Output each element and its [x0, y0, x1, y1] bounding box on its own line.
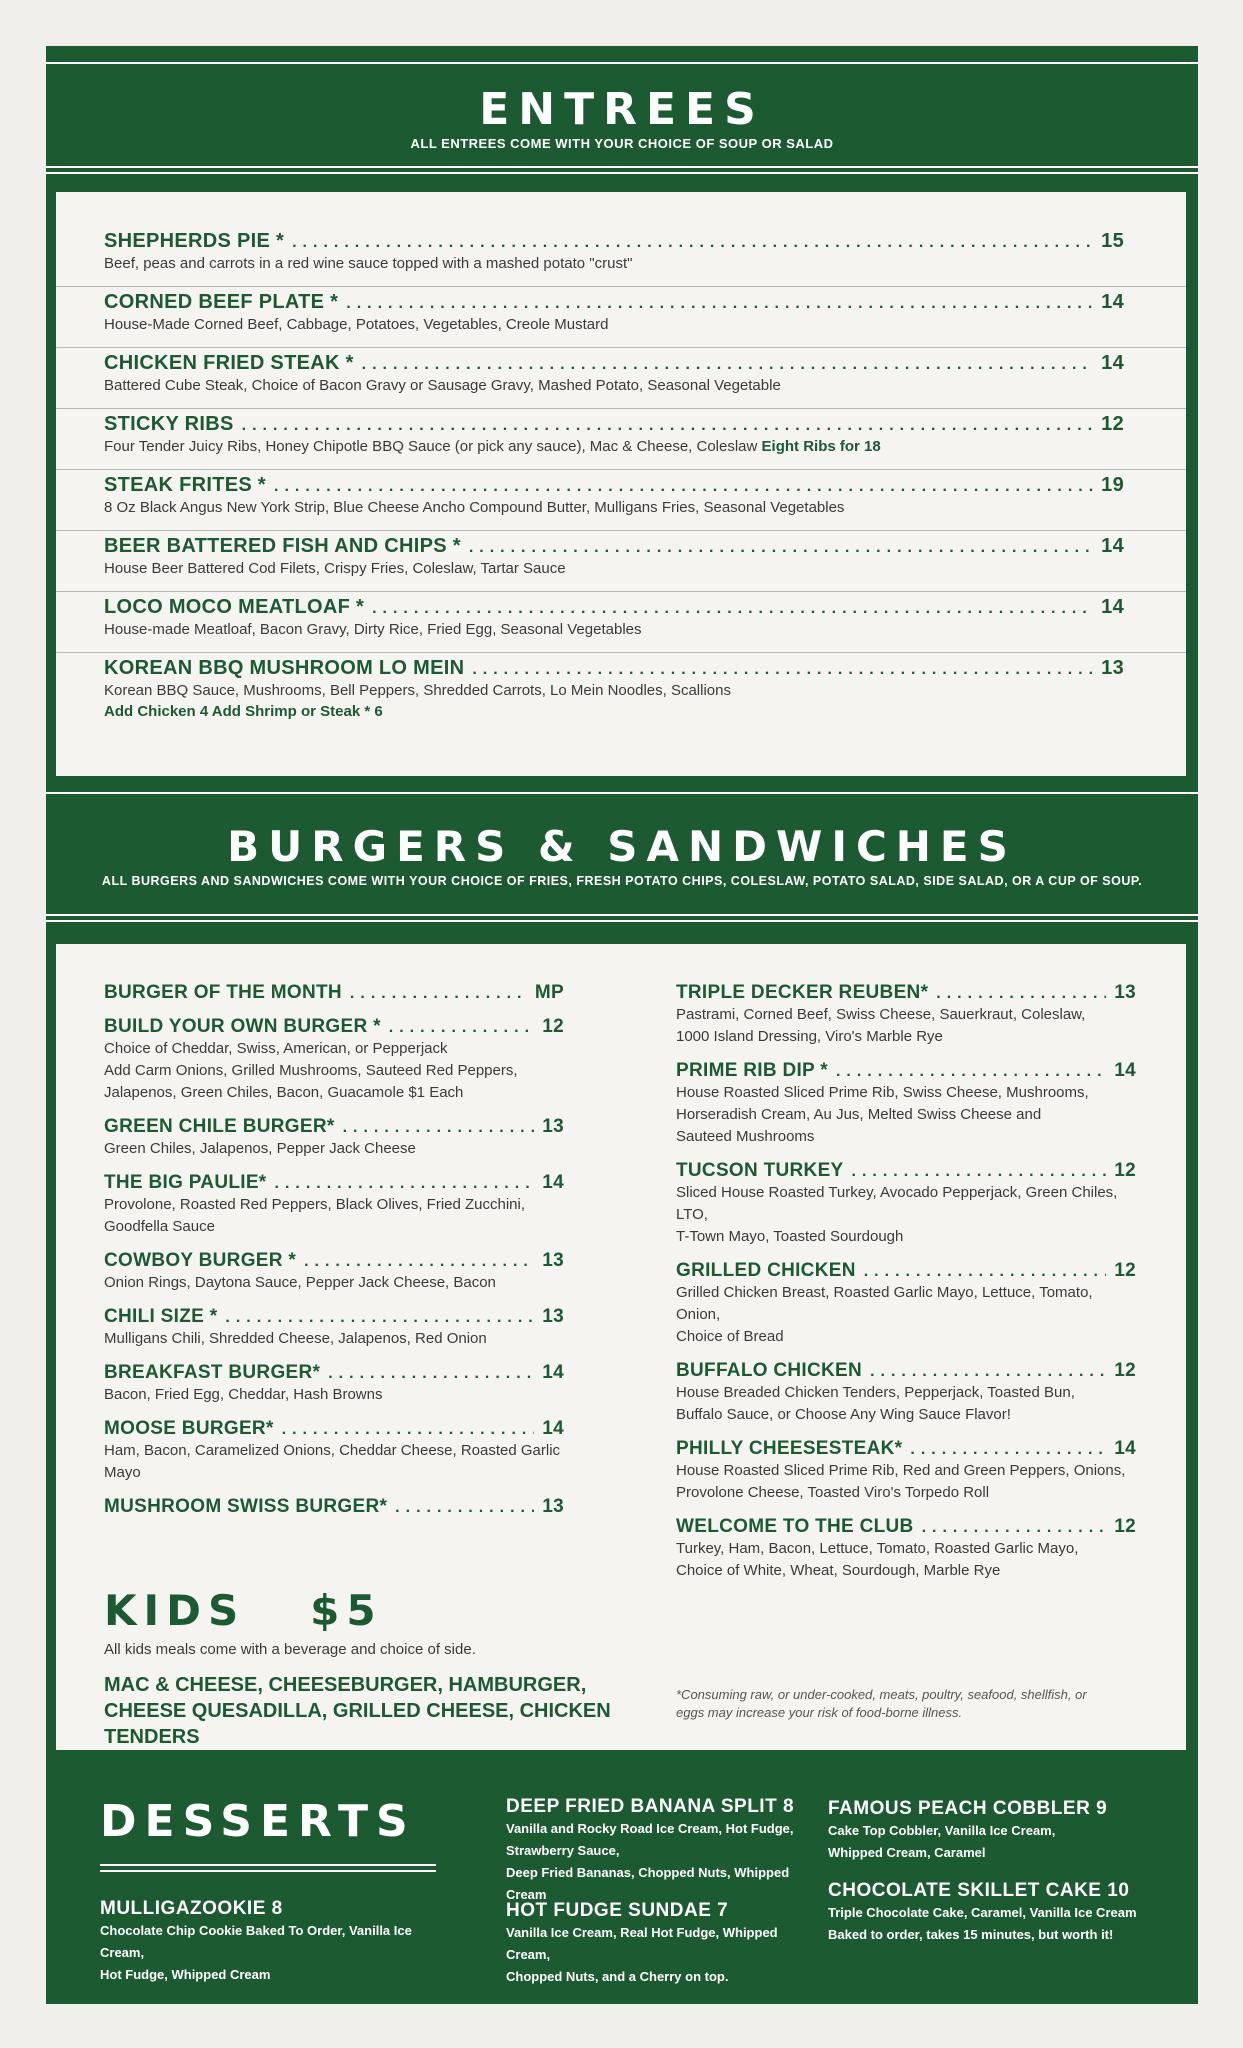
item-price: 14	[1114, 1438, 1136, 1459]
sandwich-item	[676, 1160, 1136, 1248]
item-desc	[104, 619, 1124, 640]
leader-dots	[343, 1119, 535, 1137]
item-extra: Eight Ribs for 18	[761, 438, 881, 455]
item-name: THE BIG PAULIE*	[104, 1172, 267, 1193]
item-name-row	[676, 1360, 1136, 1382]
item-desc: Onion Rings, Daytona Sauce, Pepper Jack Cheese, Bacon	[104, 1274, 496, 1291]
burgers-top-rule	[46, 792, 1198, 794]
sandwich-item	[104, 1172, 564, 1238]
dessert-name: HOT FUDGE SUNDAE 7	[506, 1900, 729, 1921]
item-price: 13	[542, 1250, 564, 1271]
item-desc-text: Beef, peas and carrots in a red wine sauce topped with a mashed potato "crust"	[104, 255, 633, 272]
leader-dots	[350, 985, 527, 1003]
item-name: BURGER OF THE MONTH	[104, 982, 342, 1003]
burgers-rule-2	[46, 920, 1198, 922]
item-name-row	[104, 291, 1124, 314]
item-name-row	[676, 1516, 1136, 1538]
leader-dots	[225, 1309, 534, 1327]
leader-dots	[836, 1063, 1106, 1081]
item-name-row	[104, 1172, 564, 1194]
dessert-desc: Chocolate Chip Cookie Baked To Order, Vanilla Ice Cream, Hot Fudge, Whipped Cream	[100, 1923, 412, 1982]
item-name: PHILLY CHEESESTEAK*	[676, 1438, 903, 1459]
entree-item	[104, 535, 1124, 579]
item-name: SHEPHERDS PIE *	[104, 230, 285, 252]
item-desc: Sliced House Roasted Turkey, Avocado Pepperjack, Green Chiles, LTO, T-Town Mayo, Toasted Sourdough	[676, 1184, 1118, 1245]
burgers-title: BURGERS & SANDWICHES	[227, 822, 1017, 871]
item-name-row	[104, 1016, 564, 1038]
item-name-row	[104, 1496, 564, 1518]
item-name-row	[104, 352, 1124, 375]
item-desc: Mulligans Chili, Shredded Cheese, Jalapenos, Red Onion	[104, 1330, 487, 1347]
kids-list	[104, 1672, 624, 1750]
item-desc	[104, 497, 1124, 518]
item-desc-text: Battered Cube Steak, Choice of Bacon Gravy or Sausage Gravy, Mashed Potato, Seasonal Vegetable	[104, 377, 781, 394]
item-desc: Turkey, Ham, Bacon, Lettuce, Tomato, Roasted Garlic Mayo, Choice of White, Wheat, Sourdough, Marble Rye	[676, 1540, 1079, 1579]
dessert-item	[828, 1798, 1168, 1864]
dessert-desc: Vanilla and Rocky Road Ice Cream, Hot Fudge, Strawberry Sauce, Deep Fried Bananas, Chopped Nuts, Whipped Cream	[506, 1821, 794, 1902]
desserts-title: DESSERTS	[100, 1796, 416, 1847]
sandwich-item	[104, 1496, 564, 1518]
item-price: 13	[1114, 982, 1136, 1003]
item-price: 12	[1101, 413, 1124, 435]
item-desc-text: 8 Oz Black Angus New York Strip, Blue Cheese Ancho Compound Butter, Mulligans Fries, Seasonal Vegetables	[104, 499, 845, 516]
item-name-row	[676, 1060, 1136, 1082]
item-name: GRILLED CHICKEN	[676, 1260, 856, 1281]
entrees-header	[46, 86, 1198, 156]
item-name: MUSHROOM SWISS BURGER*	[104, 1496, 388, 1517]
leader-dots	[274, 478, 1093, 496]
item-name-row	[104, 1250, 564, 1272]
entree-divider	[56, 469, 1186, 470]
item-desc: Provolone, Roasted Red Peppers, Black Olives, Fried Zucchini, Goodfella Sauce	[104, 1196, 526, 1235]
dessert-desc: Cake Top Cobbler, Vanilla Ice Cream, Whipped Cream, Caramel	[828, 1823, 1056, 1860]
leader-dots	[389, 1019, 534, 1037]
leader-dots	[275, 1175, 535, 1193]
sandwich-item	[676, 1438, 1136, 1504]
item-name: TUCSON TURKEY	[676, 1160, 844, 1181]
entree-item	[104, 230, 1124, 274]
item-name-row	[104, 1362, 564, 1384]
item-name: BEER BATTERED FISH AND CHIPS *	[104, 535, 461, 557]
item-desc: Grilled Chicken Breast, Roasted Garlic Mayo, Lettuce, Tomato, Onion, Choice of Bread	[676, 1284, 1093, 1345]
item-price: 13	[542, 1496, 564, 1517]
item-name-row	[104, 535, 1124, 558]
leader-dots	[852, 1163, 1107, 1181]
item-name: CHICKEN FRIED STEAK *	[104, 352, 354, 374]
dessert-item	[506, 1900, 806, 1988]
item-price: 14	[542, 1418, 564, 1439]
leader-dots	[469, 539, 1093, 557]
item-name: WELCOME TO THE CLUB	[676, 1516, 914, 1537]
leader-dots	[870, 1363, 1106, 1381]
item-desc	[104, 253, 1124, 274]
entree-divider	[56, 652, 1186, 653]
item-addon: Add Chicken 4 Add Shrimp or Steak * 6	[104, 703, 383, 720]
item-desc-text: House-Made Corned Beef, Cabbage, Potatoes, Vegetables, Creole Mustard	[104, 316, 609, 333]
leader-dots	[292, 234, 1093, 252]
sandwich-item	[676, 1516, 1136, 1582]
dessert-item	[828, 1880, 1168, 1946]
kids-list-line-1: MAC & CHEESE, CHEESEBURGER, HAMBURGER,	[104, 1674, 587, 1696]
leader-dots	[372, 600, 1093, 618]
dessert-name: MULLIGAZOOKIE 8	[100, 1898, 283, 1919]
item-name: KOREAN BBQ MUSHROOM LO MEIN	[104, 657, 465, 679]
sandwich-item	[104, 1362, 564, 1406]
item-price: 14	[542, 1172, 564, 1193]
item-name: STICKY RIBS	[104, 413, 234, 435]
item-name: BUILD YOUR OWN BURGER *	[104, 1016, 381, 1037]
item-name-row	[104, 982, 564, 1004]
entrees-rule-2	[46, 172, 1198, 174]
leader-dots	[395, 1499, 534, 1517]
entrees-title: ENTREES	[479, 84, 765, 135]
entree-divider	[56, 286, 1186, 287]
item-name: LOCO MOCO MEATLOAF *	[104, 596, 365, 618]
item-desc: Bacon, Fried Egg, Cheddar, Hash Browns	[104, 1386, 383, 1403]
sandwich-item	[676, 982, 1136, 1048]
item-desc-text: House-made Meatloaf, Bacon Gravy, Dirty Rice, Fried Egg, Seasonal Vegetables	[104, 621, 642, 638]
item-price: 14	[1114, 1060, 1136, 1081]
dessert-name: CHOCOLATE SKILLET CAKE 10	[828, 1880, 1130, 1901]
dessert-item	[100, 1898, 440, 1986]
kids-note: All kids meals come with a beverage and choice of side.	[104, 1641, 476, 1658]
sandwich-item	[676, 1360, 1136, 1426]
item-name-row	[104, 596, 1124, 619]
burgers-left-column	[104, 982, 564, 1530]
sandwich-item	[676, 1260, 1136, 1348]
desserts-rule-1	[100, 1864, 436, 1866]
sandwich-item	[104, 982, 564, 1004]
burgers-header	[46, 822, 1198, 902]
entree-item	[104, 413, 1124, 457]
item-price: 14	[1101, 596, 1124, 618]
kids-list-line-2: CHEESE QUESADILLA, GRILLED CHEESE, CHICKEN TENDERS	[104, 1700, 611, 1748]
leader-dots	[346, 295, 1093, 313]
sandwich-item	[104, 1250, 564, 1294]
item-price: 15	[1101, 230, 1124, 252]
item-name: MOOSE BURGER*	[104, 1418, 274, 1439]
health-warning: *Consuming raw, or under-cooked, meats, poultry, seafood, shellfish, or eggs may increase your risk of food-borne illness.	[676, 1687, 1087, 1720]
item-name-row	[676, 1438, 1136, 1460]
item-desc-text: House Beer Battered Cod Filets, Crispy Fries, Coleslaw, Tartar Sauce	[104, 560, 566, 577]
entrees-subtitle: ALL ENTREES COME WITH YOUR CHOICE OF SOUP OR SALAD	[410, 136, 834, 151]
item-desc	[104, 680, 1124, 701]
item-desc: Green Chiles, Jalapenos, Pepper Jack Cheese	[104, 1140, 416, 1157]
sandwich-item	[104, 1418, 564, 1484]
entree-divider	[56, 408, 1186, 409]
item-name: BREAKFAST BURGER*	[104, 1362, 321, 1383]
item-name: CORNED BEEF PLATE *	[104, 291, 339, 313]
entrees-top-rule	[46, 62, 1198, 64]
item-price: 12	[1114, 1160, 1136, 1181]
item-name-row	[104, 657, 1124, 680]
item-price: 13	[542, 1116, 564, 1137]
item-price: 12	[1114, 1516, 1136, 1537]
entrees-rule-1	[46, 166, 1198, 168]
entree-item	[104, 474, 1124, 518]
item-price: 14	[542, 1362, 564, 1383]
leader-dots	[936, 985, 1106, 1003]
item-desc	[104, 436, 1124, 457]
entree-item	[104, 657, 1124, 722]
dessert-desc: Triple Chocolate Cake, Caramel, Vanilla Ice Cream Baked to order, takes 15 minutes, but worth it!	[828, 1905, 1137, 1942]
leader-dots	[328, 1365, 534, 1383]
entree-divider	[56, 347, 1186, 348]
burgers-rule-1	[46, 914, 1198, 916]
item-desc	[104, 314, 1124, 335]
leader-dots	[472, 661, 1093, 679]
dessert-desc: Vanilla Ice Cream, Real Hot Fudge, Whipped Cream, Chopped Nuts, and a Cherry on top.	[506, 1925, 778, 1984]
item-desc	[104, 558, 1124, 579]
kids-title: KIDS $5	[104, 1586, 383, 1635]
entree-item	[104, 352, 1124, 396]
item-name-row	[676, 1160, 1136, 1182]
entree-divider	[56, 530, 1186, 531]
item-price: 12	[542, 1016, 564, 1037]
item-desc: House Breaded Chicken Tenders, Pepperjack, Toasted Bun, Buffalo Sauce, or Choose Any Wing Sauce Flavor!	[676, 1384, 1075, 1423]
sandwich-item	[676, 1060, 1136, 1148]
dessert-name: FAMOUS PEACH COBBLER 9	[828, 1798, 1108, 1819]
item-name: BUFFALO CHICKEN	[676, 1360, 863, 1381]
item-price: 13	[542, 1306, 564, 1327]
item-price: 14	[1101, 291, 1124, 313]
item-desc: Pastrami, Corned Beef, Swiss Cheese, Sauerkraut, Coleslaw, 1000 Island Dressing, Viro's Marble Rye	[676, 1006, 1086, 1045]
item-price: 14	[1101, 352, 1124, 374]
dessert-item	[506, 1796, 806, 1906]
sandwich-item	[104, 1016, 564, 1104]
leader-dots	[922, 1519, 1107, 1537]
item-name-row	[104, 474, 1124, 497]
item-price: 19	[1101, 474, 1124, 496]
item-price: 12	[1114, 1360, 1136, 1381]
item-desc: House Roasted Sliced Prime Rib, Swiss Cheese, Mushrooms, Horseradish Cream, Au Jus, Melted Swiss Cheese and Sauteed Mushrooms	[676, 1084, 1089, 1145]
item-price: MP	[534, 982, 564, 1003]
item-price: 13	[1101, 657, 1124, 679]
item-name: STEAK FRITES *	[104, 474, 266, 496]
item-desc-text: Four Tender Juicy Ribs, Honey Chipotle BBQ Sauce (or pick any sauce), Mac & Cheese, Coleslaw	[104, 438, 758, 455]
sandwich-item	[104, 1306, 564, 1350]
leader-dots	[242, 417, 1094, 435]
leader-dots	[910, 1441, 1106, 1459]
item-name-row	[104, 1306, 564, 1328]
item-price: 12	[1114, 1260, 1136, 1281]
item-name: TRIPLE DECKER REUBEN*	[676, 982, 929, 1003]
item-desc: Choice of Cheddar, Swiss, American, or Pepperjack Add Carm Onions, Grilled Mushrooms, Sauteed Red Peppers, Jalapenos, Green Chiles, Bacon, Guacamole $1 Each	[104, 1040, 518, 1101]
burgers-right-column	[676, 982, 1136, 1594]
entree-item	[104, 291, 1124, 335]
item-desc	[104, 375, 1124, 396]
burgers-subtitle: ALL BURGERS AND SANDWICHES COME WITH YOUR CHOICE OF FRIES, FRESH POTATO CHIPS, COLESLAW, POTATO SALAD, SIDE SALAD, OR A CUP OF SOUP.	[101, 874, 1143, 888]
item-name-row	[104, 230, 1124, 253]
entree-item	[104, 596, 1124, 640]
item-desc: House Roasted Sliced Prime Rib, Red and Green Peppers, Onions, Provolone Cheese, Toasted Viro's Torpedo Roll	[676, 1462, 1126, 1501]
item-price: 14	[1101, 535, 1124, 557]
item-name-row	[676, 982, 1136, 1004]
leader-dots	[304, 1253, 534, 1271]
item-name: CHILI SIZE *	[104, 1306, 218, 1327]
desserts-rule-2	[100, 1870, 436, 1872]
item-name: PRIME RIB DIP *	[676, 1060, 828, 1081]
item-name-row	[104, 413, 1124, 436]
leader-dots	[362, 356, 1093, 374]
item-name-row	[676, 1260, 1136, 1282]
item-name: GREEN CHILE BURGER*	[104, 1116, 335, 1137]
item-name-row	[104, 1418, 564, 1440]
dessert-name: DEEP FRIED BANANA SPLIT 8	[506, 1796, 795, 1817]
entree-divider	[56, 591, 1186, 592]
item-desc: Ham, Bacon, Caramelized Onions, Cheddar Cheese, Roasted Garlic Mayo	[104, 1442, 561, 1481]
sandwich-item	[104, 1116, 564, 1160]
leader-dots	[864, 1263, 1107, 1281]
leader-dots	[282, 1421, 535, 1439]
item-name: COWBOY BURGER *	[104, 1250, 297, 1271]
item-desc-text: Korean BBQ Sauce, Mushrooms, Bell Peppers, Shredded Carrots, Lo Mein Noodles, Scallions	[104, 682, 731, 699]
item-name-row	[104, 1116, 564, 1138]
